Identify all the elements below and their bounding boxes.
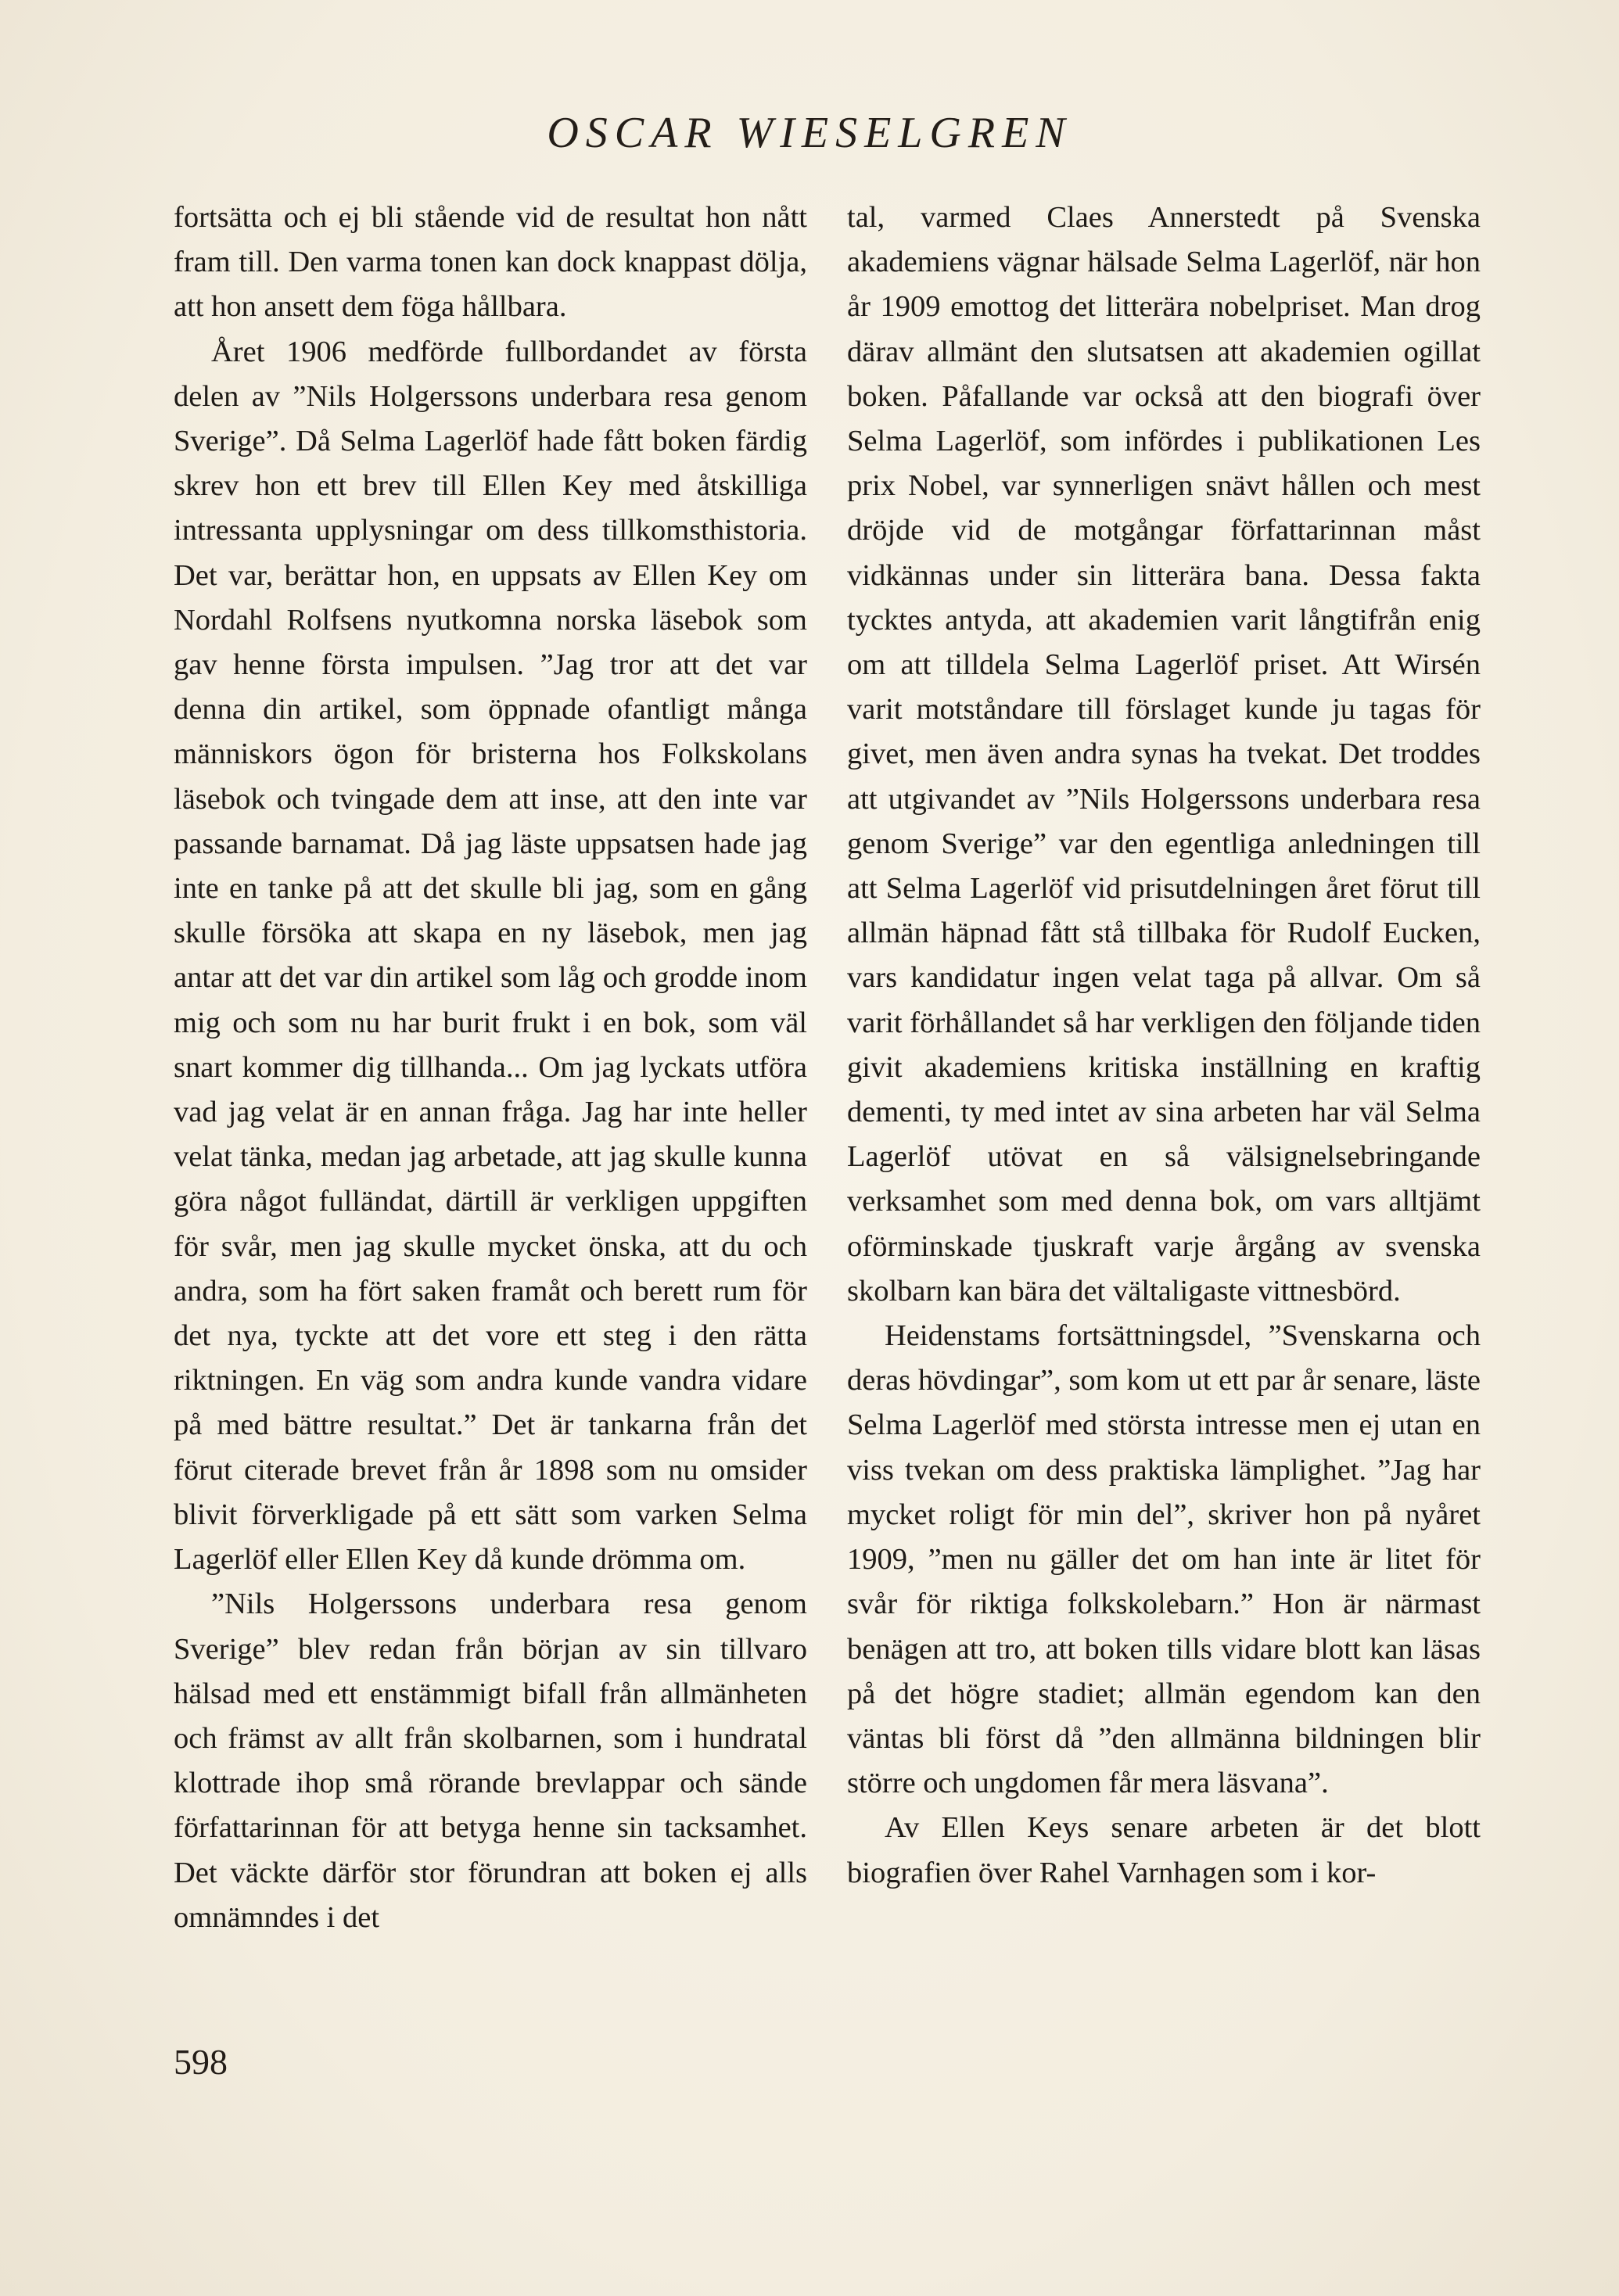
paragraph: Heidenstams fortsättningsdel, ”Svenskarna och deras hövdingar”, som kom ut ett par år senare, läste Selma Lagerlöf med största intresse men ej utan en viss tvekan om dess praktiska lämplighet. ”Jag har mycket roligt för min del”, skriver hon på nyåret 1909, ”men nu gäller det om han inte är litet för svår för riktiga folkskolebarn.” Hon är närmast benägen att tro, att boken tills vidare blott kan läsas på det högre stadiet; allmän egendom kan den väntas bli först då ”den allmänna bildningen blir större och ungdomen får mera läsvana”.	[847, 1319, 1481, 1800]
left-column	[174, 196, 807, 1940]
paragraph: Av Ellen Keys senare arbeten är det blott biografien över Rahel Varnhagen som i kor-	[847, 1811, 1481, 1889]
right-column	[847, 196, 1481, 1896]
page-number: 598	[174, 2042, 228, 2082]
paragraph: tal, varmed Claes Annerstedt på Svenska akademiens vägnar hälsade Selma Lagerlöf, när hon år 1909 emottog det litterära nobelpriset. Man drog därav allmänt den slutsatsen att akademien ogillat boken. Påfallande var också att den biografi över Selma Lagerlöf, som infördes i publikationen Les prix Nobel, var synnerligen snävt hållen och mest dröjde vid de motgångar författarinnan måst vidkännas under sin litterära bana. Dessa fakta tycktes antyda, att akademien varit långtifrån enig om att tilldela Selma Lagerlöf priset. Att Wirsén varit motståndare till förslaget kunde ju tagas för givet, men även andra synas ha tvekat. Det troddes att utgivandet av ”Nils Holgerssons underbara resa genom Sverige” var den egentliga anledningen till att Selma Lagerlöf vid prisutdelningen året förut till allmän häpnad fått stå tillbaka för Rudolf Eucken, vars kandidatur ingen velat taga på allvar. Om så varit förhållandet så har verkligen den följande tiden givit akademiens kritiska inställning en kraftig dementi, ty med intet av sina arbeten har väl Selma Lagerlöf utövat en så välsignelsebringande verksamhet som med denna bok, om vars alltjämt oförminskade tjuskraft varje årgång av svenska skolbarn kan bära det vältaligaste vittnesbörd.	[847, 201, 1481, 1308]
paragraph: Året 1906 medförde fullbordandet av första delen av ”Nils Holgerssons underbara resa genom Sverige”. Då Selma Lagerlöf hade fått boken färdig skrev hon ett brev till Ellen Key med åtskilliga intressanta upplysningar om dess tillkomsthistoria. Det var, berättar hon, en uppsats av Ellen Key om Nordahl Rolfsens nyutkomna norska läsebok som gav henne första impulsen. ”Jag tror att det var denna din artikel, som öppnade ofantligt många människors ögon för bristerna hos Folkskolans läsebok och tvingade dem att inse, att den inte var passande barnamat. Då jag läste uppsatsen hade jag inte en tanke på att det skulle bli jag, som en gång skulle försöka att skapa en ny läsebok, men jag antar att det var din artikel som låg och grodde inom mig och som nu har burit frukt i en bok, som väl snart kommer dig tillhanda... Om jag lyckats utföra vad jag velat är en annan fråga. Jag har inte heller velat tänka, medan jag arbetade, att jag skulle kunna göra något fulländat, därtill är verkligen uppgiften för svår, men jag skulle mycket önska, att du och andra, som ha fört saken framåt och berett rum för det nya, tyckte att det vore ett steg i den rätta riktningen. En väg som andra kunde vandra vidare på med bättre resultat.” Det är tankarna från det förut citerade brevet från år 1898 som nu omsider blivit förverkligade på ett sätt som varken Selma Lagerlöf eller Ellen Key då kunde drömma om.	[174, 335, 807, 1577]
paragraph: fortsätta och ej bli stående vid de resultat hon nått fram till. Den varma tonen kan dock knappast dölja, att hon ansett dem föga hållbara.	[174, 201, 807, 324]
paragraph: ”Nils Holgerssons underbara resa genom Sverige” blev redan från början av sin tillvaro hälsad med ett enstämmigt bifall från allmänheten och främst av allt från skolbarnen, som i hundratal klottrade ihop små rörande brevlappar och sände författarinnan för att betyga henne sin tacksamhet. Det väckte därför stor förundran att boken ej alls omnämndes i det	[174, 1587, 807, 1934]
running-head: OSCAR WIESELGREN	[547, 109, 1072, 157]
